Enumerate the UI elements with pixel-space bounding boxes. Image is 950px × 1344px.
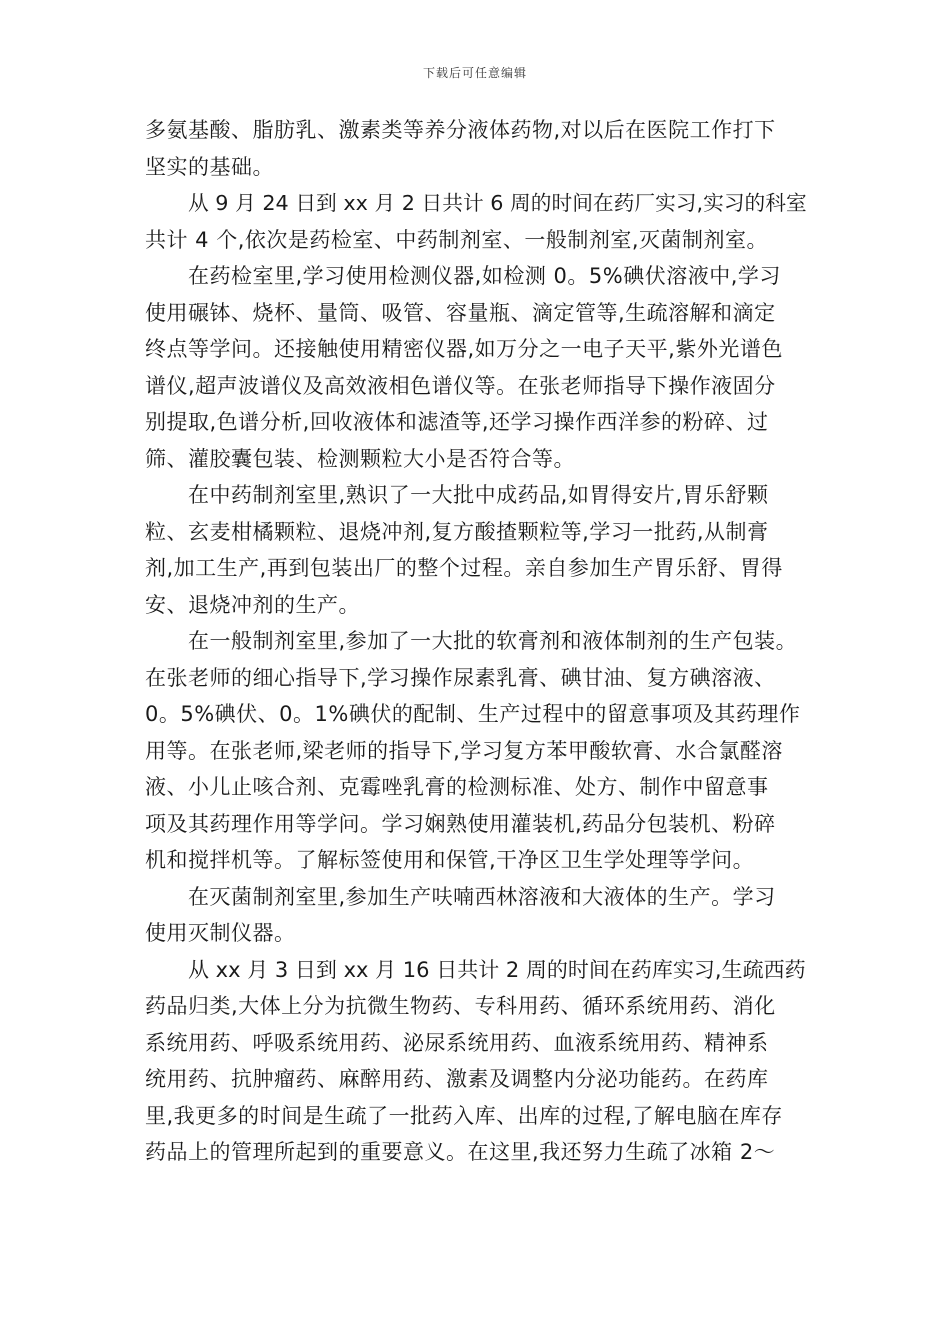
- document-body: [145, 112, 807, 1171]
- text-line: 统用药、抗肿瘤药、麻醉用药、激素及调整内分泌功能药。在药库: [145, 1067, 769, 1091]
- text-line: 用等。在张老师,梁老师的指导下,学习复方苯甲酸软膏、水合氯醛溶: [145, 738, 783, 763]
- text-line: 在中药制剂室里,熟识了一大批中成药品,如胃得安片,胃乐舒颗: [188, 483, 769, 507]
- page-header: 下载后可任意编辑: [422, 66, 527, 80]
- text-line: 在一般制剂室里,参加了一大批的软膏剂和液体制剂的生产包装。: [188, 629, 798, 653]
- text-line: 从 xx 月 3 日到 xx 月 16 日共计 2 周的时间在药库实习,生疏西药: [188, 957, 806, 982]
- text-line: 系统用药、呼吸系统用药、泌尿系统用药、血液系统用药、精神系: [145, 1030, 769, 1055]
- text-line: 在药检室里,学习使用检测仪器,如检测 0。5%碘伏溶液中,学习: [188, 264, 781, 288]
- text-line: 别提取,色谱分析,回收液体和滤渣等,还学习操作西洋参的粉碎、过: [145, 410, 769, 434]
- text-line: 项及其药理作用等学问。学习娴熟使用灌装机,药品分包装机、粉碎: [145, 811, 776, 836]
- text-line: 多氨基酸、脂肪乳、激素类等养分液体药物,对以后在医院工作打下: [145, 118, 776, 142]
- text-line: 里,我更多的时间是生疏了一批药入库、出库的过程,了解电脑在库存: [145, 1103, 783, 1128]
- text-line: 在灭菌制剂室里,参加生产呋喃西林溶液和大液体的生产。学习: [188, 884, 776, 909]
- text-line: 谱仪,超声波谱仪及高效液相色谱仪等。在张老师指导下操作液固分: [145, 373, 776, 398]
- text-line: 液、小儿止咳合剂、克霉唑乳膏的检测标准、处方、制作中留意事: [145, 775, 769, 799]
- text-line: 筛、灌胶囊包装、检测颗粒大小是否符合等。: [145, 446, 575, 471]
- text-line: 使用碾钵、烧杯、量筒、吸管、容量瓶、滴定管等,生疏溶解和滴定: [145, 300, 776, 325]
- text-line: 安、退烧冲剂的生产。: [145, 592, 360, 617]
- text-line: 药品上的管理所起到的重要意义。在这里,我还努力生疏了冰箱 2～: [145, 1140, 776, 1164]
- text-line: 机和搅拌机等。了解标签使用和保管,干净区卫生学处理等学问。: [145, 848, 755, 872]
- text-line: 0。5%碘伏、0。1%碘伏的配制、生产过程中的留意事项及其药理作: [145, 702, 801, 726]
- text-line: 剂,加工生产,再到包装出厂的整个过程。亲自参加生产胃乐舒、胃得: [145, 556, 783, 580]
- text-line: 从 9 月 24 日到 xx 月 2 日共计 6 周的时间在药厂实习,实习的科室: [188, 191, 807, 215]
- text-line: 在张老师的细心指导下,学习操作尿素乳膏、碘甘油、复方碘溶液、: [145, 665, 776, 690]
- text-line: 坚实的基础。: [145, 154, 274, 179]
- text-line: 终点等学问。还接触使用精密仪器,如万分之一电子天平,紫外光谱色: [145, 337, 783, 361]
- text-line: 药品归类,大体上分为抗微生物药、专科用药、循环系统用药、消化: [145, 994, 776, 1018]
- text-line: 粒、玄麦柑橘颗粒、退烧冲剂,复方酸揸颗粒等,学习一批药,从制膏: [145, 519, 769, 544]
- text-line: 使用灭制仪器。: [145, 921, 296, 945]
- text-line: 共计 4 个,依次是药检室、中药制剂室、一般制剂室,灭菌制剂室。: [145, 227, 769, 252]
